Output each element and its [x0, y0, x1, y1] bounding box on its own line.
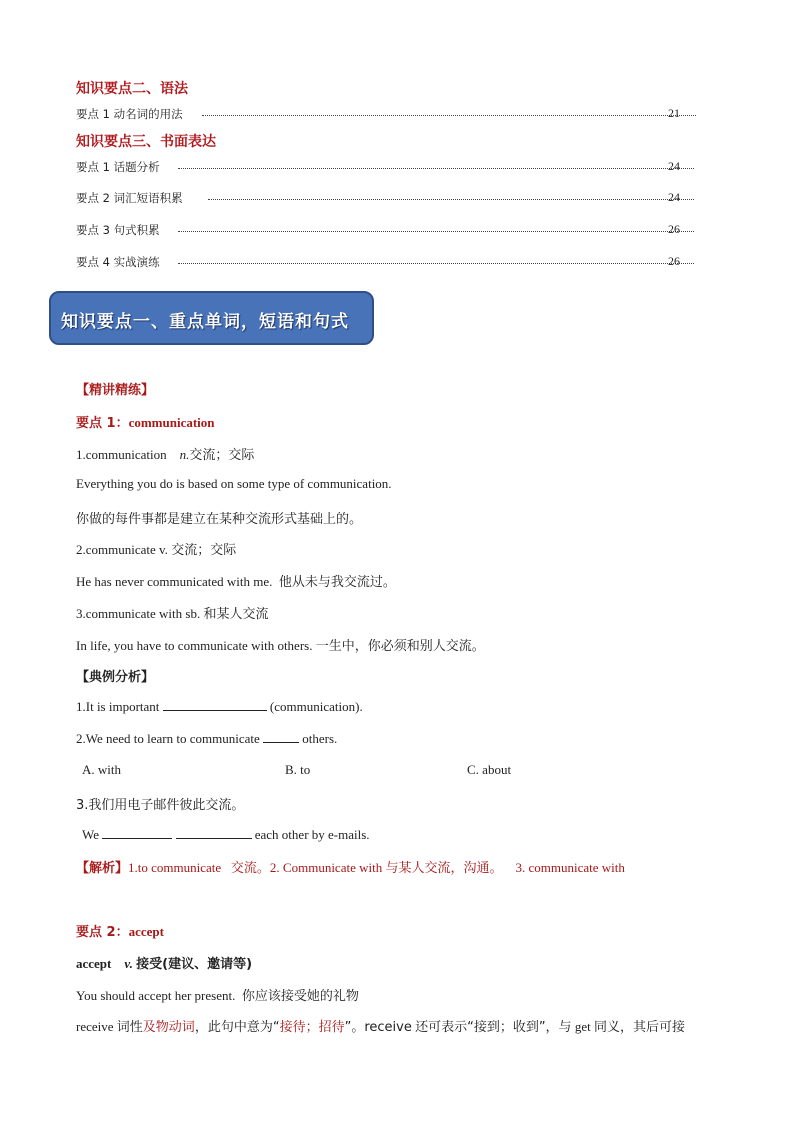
def1-meaning: 交流；交际 [189, 448, 255, 463]
toc-item-page: 21 [668, 106, 680, 120]
definition-line-3 [76, 603, 268, 622]
toc-item-page: 26 [668, 254, 680, 268]
toc-leader-dots [178, 263, 694, 264]
accept-example [76, 985, 359, 1004]
rec-2: 词性 [116, 1020, 143, 1035]
toc-leader-dots [178, 168, 694, 169]
q3-start: We [82, 827, 99, 842]
accept-definition [76, 953, 252, 972]
toc-leader-dots [202, 115, 696, 116]
rec-4: ，此句中意为“ [194, 1020, 280, 1035]
jiexi-1: 1.to communicate [128, 860, 222, 875]
toc-item-page: 24 [668, 159, 680, 173]
example-line-2 [76, 571, 396, 590]
jiexi-4: 与某人交流，沟通。 [385, 861, 503, 876]
accept-pos: v. [124, 956, 133, 971]
toc-item-label: 要点 1 动名词的用法 [76, 107, 183, 121]
example-en-2: He has never communicated with me. [76, 574, 273, 589]
jiexi-3: 2. Communicate with [269, 860, 383, 875]
q1-hint: (communication). [269, 699, 363, 714]
toc-item-page: 24 [668, 190, 680, 204]
question-2 [76, 730, 337, 747]
jiexi-2: 交流。 [230, 861, 270, 876]
q3-blank-2[interactable] [176, 826, 252, 839]
q3-blank-1[interactable] [102, 826, 172, 839]
question-3-sentence [82, 826, 370, 843]
example-line-3 [76, 635, 485, 654]
toc-item[interactable] [76, 254, 680, 270]
rec-3: 及物动词 [142, 1020, 195, 1035]
point1-word: communication [128, 415, 215, 430]
point1-heading [76, 412, 215, 431]
point2-word: accept [128, 924, 164, 939]
toc-item-label: 要点 1 话题分析 [76, 160, 160, 174]
rec-6: ”。receive [344, 1020, 412, 1035]
section-label-jingjiang: 【精讲精练】 [76, 383, 155, 398]
toc-item[interactable] [76, 159, 680, 175]
point1-prefix: 要点 1： [76, 416, 129, 431]
point2-prefix: 要点 2： [76, 925, 129, 940]
point2-heading [76, 921, 164, 940]
toc-item-label: 要点 4 实战演练 [76, 255, 160, 269]
toc-item-label: 要点 2 词汇短语积累 [76, 191, 183, 205]
def1-pos: n. [179, 447, 190, 462]
section-banner-title: 知识要点一、重点单词，短语和句式 [61, 312, 349, 332]
q2-blank[interactable] [263, 730, 299, 743]
definition-line-1 [76, 444, 254, 463]
rec-8: get [574, 1019, 591, 1034]
def2-word: 2.communicate v. [76, 542, 168, 557]
q1-text: 1.It is important [76, 699, 160, 714]
accept-example-cn: 你应该接受她的礼物 [241, 989, 359, 1004]
answer-explanation [76, 857, 625, 876]
rec-9: 同义，其后可接 [593, 1020, 685, 1035]
def3-meaning: 和某人交流 [203, 607, 269, 622]
q3-end: each other by e-mails. [254, 827, 370, 842]
def3-phrase: 3.communicate with sb. [76, 606, 201, 621]
rec-5: 接待；招待 [279, 1020, 345, 1035]
toc-item-page: 26 [668, 222, 680, 236]
question-3: 3.我们用电子邮件彼此交流。 [76, 798, 245, 813]
toc-heading-writing: 知识要点三、书面表达 [76, 134, 216, 150]
receive-note [76, 1016, 685, 1035]
option-c[interactable]: C. about [467, 762, 512, 777]
example-en-1: Everything you do is based on some type of communication. [76, 476, 392, 491]
example-cn-2: 他从未与我交流过。 [278, 575, 396, 590]
example-cn-3: 一生中，你必须和别人交流。 [315, 639, 485, 654]
option-a[interactable]: A. with [82, 762, 121, 777]
q2-text: 2.We need to learn to communicate [76, 731, 260, 746]
jiexi-5: 3. communicate with [515, 860, 625, 875]
toc-leader-dots [178, 231, 694, 232]
toc-item[interactable] [76, 222, 680, 238]
def1-word: 1.communication [76, 447, 167, 462]
toc-heading-grammar: 知识要点二、语法 [76, 81, 188, 97]
q1-blank[interactable] [163, 698, 267, 711]
toc-leader-dots [208, 199, 694, 200]
def2-meaning: 交流；交际 [171, 543, 237, 558]
example-en-3: In life, you have to communicate with others. [76, 638, 313, 653]
accept-meaning: 接受(建议、邀请等) [136, 957, 253, 972]
section-label-dianli: 【典例分析】 [76, 670, 155, 685]
accept-example-en: You should accept her present. [76, 988, 236, 1003]
toc-item[interactable] [76, 106, 680, 122]
example-cn-1: 你做的每件事都是建立在某种交流形式基础上的。 [76, 512, 363, 527]
q2-tail: others. [302, 731, 338, 746]
rec-7: 还可表示“接到；收到”，与 [415, 1020, 572, 1035]
toc-item[interactable] [76, 190, 680, 206]
definition-line-2 [76, 539, 236, 558]
section-banner [49, 291, 374, 345]
question-1 [76, 698, 363, 715]
toc-item-label: 要点 3 句式积累 [76, 223, 160, 237]
jiexi-label: 【解析】 [76, 861, 129, 876]
option-b[interactable]: B. to [285, 762, 311, 777]
rec-1: receive [76, 1019, 114, 1034]
accept-word: accept [76, 956, 112, 971]
